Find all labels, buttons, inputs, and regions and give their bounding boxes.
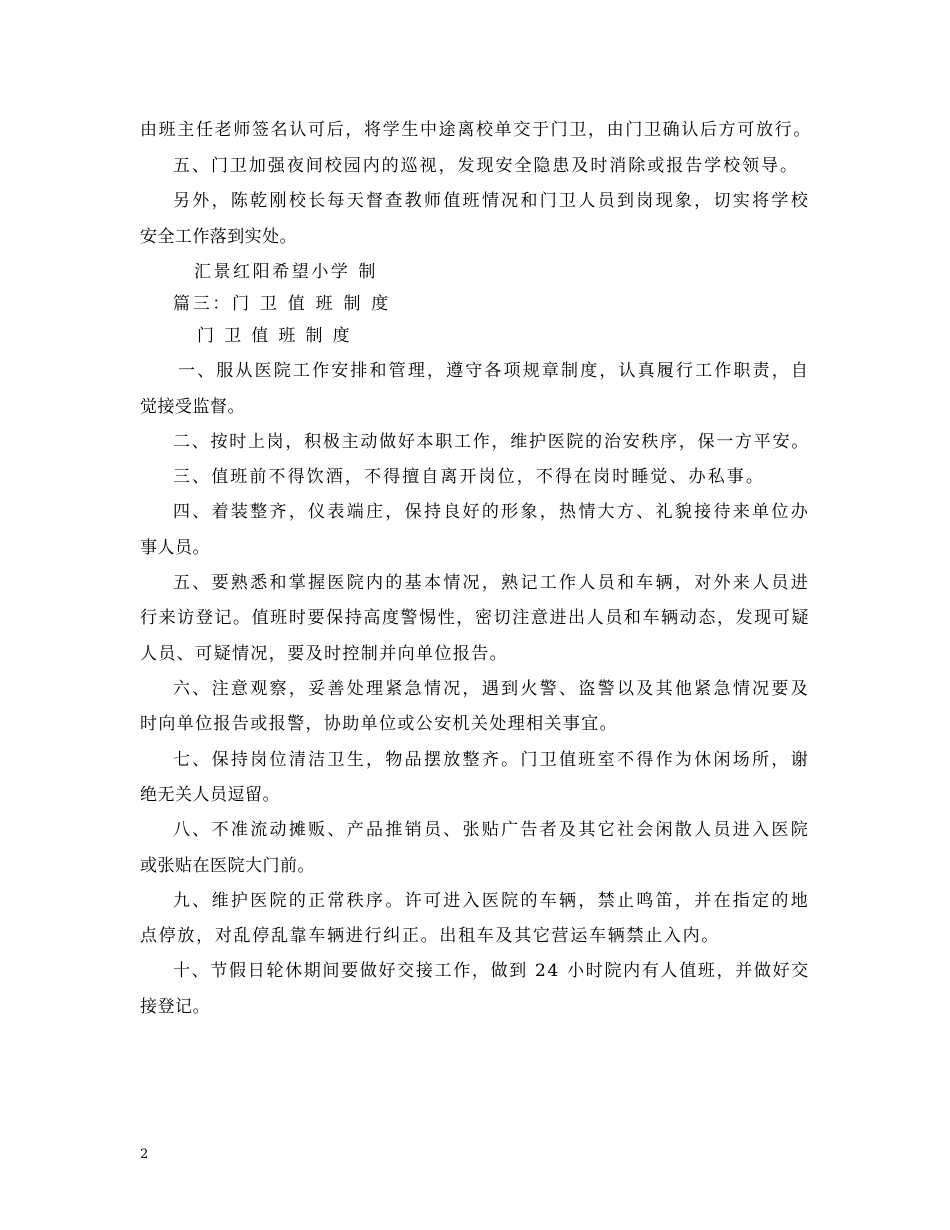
text-line: 三、值班前不得饮酒，不得擅自离开岗位，不得在岗时睡觉、办私事。 (173, 467, 766, 487)
text-line: 由班主任老师签名认可后，将学生中途离校单交于门卫，由门卫确认后方可放行。 (140, 120, 813, 140)
text-line: 事人员。 (140, 538, 210, 558)
text-line: 人员、可疑情况，要及时控制并向单位报告。 (140, 644, 508, 664)
text-line: 五、要熟悉和掌握医院内的基本情况，熟记工作人员和车辆，对外来人员进 (173, 573, 810, 593)
signature-line: 汇景红阳希望小学 制 (194, 262, 378, 282)
text-line: 五、门卫加强夜间校园内的巡视，发现安全隐患及时消除或报告学校领导。 (173, 156, 800, 176)
section-heading: 篇三：门 卫 值 班 制 度 (173, 294, 391, 314)
text-line: 时向单位报告或报警，协助单位或公安机关处理相关事宜。 (140, 714, 619, 734)
section-title: 门 卫 值 班 制 度 (197, 326, 352, 346)
text-line: 二、按时上岗，积极主动做好本职工作，维护医院的治安秩序，保一方平安。 (173, 432, 810, 452)
text-line: 安全工作落到实处。 (140, 227, 297, 247)
text-line: 行来访登记。值班时要保持高度警惕性，密切注意进出人员和车辆动态，发现可疑 (140, 608, 810, 628)
text-line: 九、维护医院的正常秩序。许可进入医院的车辆，禁止鸣笛，并在指定的地 (173, 891, 810, 911)
text-line: 觉接受监督。 (140, 397, 245, 417)
text-line: 八、不准流动摊贩、产品推销员、张贴广告者及其它社会闲散人员进入医院 (173, 820, 810, 840)
page-number: 2 (140, 1147, 149, 1162)
text-line: 十、节假日轮休期间要做好交接工作，做到 24 小时院内有人值班，并做好交 (173, 961, 810, 981)
text-line: 四、着装整齐，仪表端庄，保持良好的形象，热情大方、礼貌接待来单位办 (173, 502, 810, 522)
text-line: 另外，陈乾刚校长每天督查教师值班情况和门卫人员到岗现象，切实将学校 (173, 191, 810, 211)
text-line: 绝无关人员逗留。 (140, 785, 280, 805)
text-line: 接登记。 (140, 997, 210, 1017)
text-line: 一、服从医院工作安排和管理，遵守各项规章制度，认真履行工作职责，自 (178, 361, 811, 381)
text-line: 点停放，对乱停乱靠车辆进行纠正。出租车及其它营运车辆禁止入内。 (140, 926, 721, 946)
text-line: 或张贴在医院大门前。 (140, 856, 315, 876)
text-line: 七、保持岗位清洁卫生，物品摆放整齐。门卫值班室不得作为休闲场所，谢 (173, 750, 810, 770)
text-line: 六、注意观察，妥善处理紧急情况，遇到火警、盗警以及其他紧急情况要及 (173, 679, 810, 699)
